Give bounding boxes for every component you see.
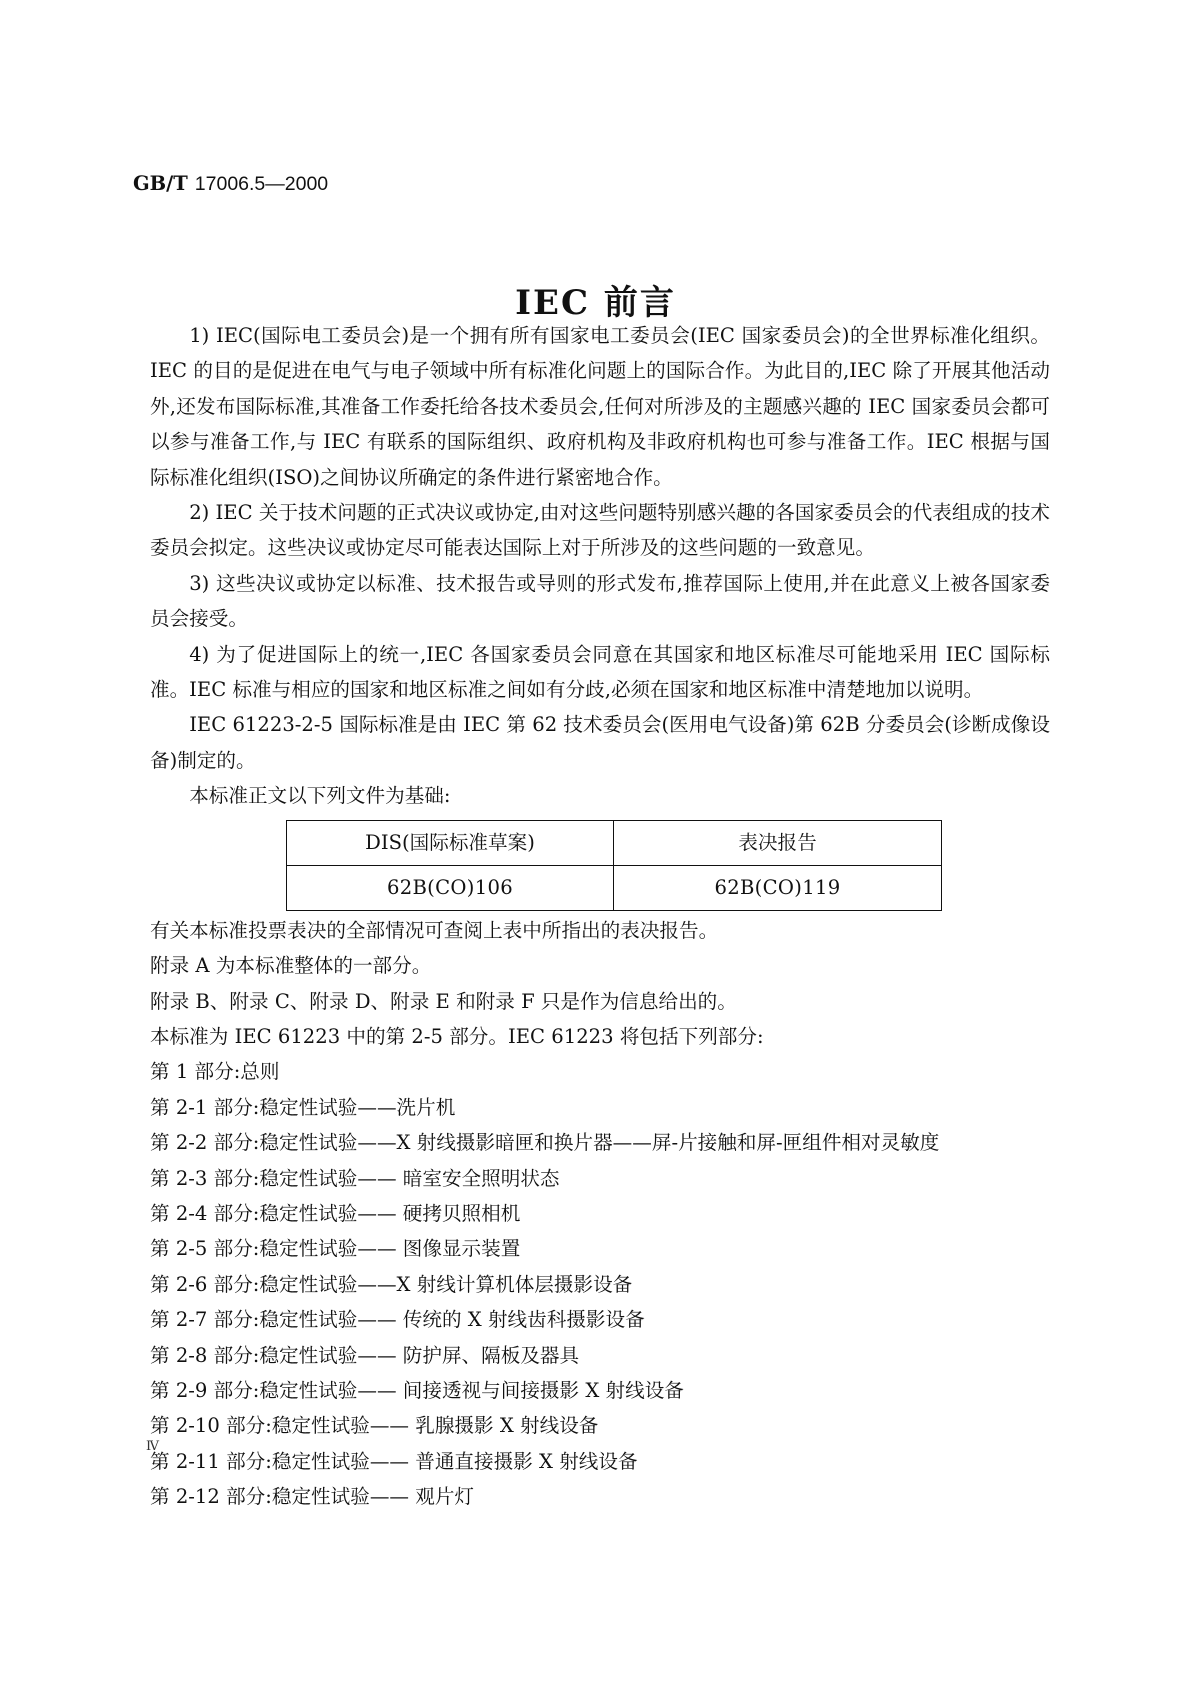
list-item: 第 2-9 部分:稳定性试验—— 间接透视与间接摄影 X 射线设备 bbox=[150, 1378, 684, 1402]
basis-table-container bbox=[150, 820, 1050, 911]
list-item: 第 2-6 部分:稳定性试验——X 射线计算机体层摄影设备 bbox=[150, 1272, 633, 1296]
list-item: 第 2-11 部分:稳定性试验—— 普通直接摄影 X 射线设备 bbox=[150, 1449, 638, 1473]
table-cell-vote-report-value: 62B(CO)119 bbox=[614, 865, 942, 910]
table-header-dis: DIS(国际标准草案) bbox=[287, 820, 614, 865]
paragraph-4: 4) 为了促进国际上的统一,IEC 各国家委员会同意在其国家和地区标准尽可能地采用 IEC 国际标准。IEC 标准与相应的国家和地区标准之间如有分歧,必须在国家和地区标准中清楚地加以说明。 bbox=[150, 642, 1050, 702]
standard-prefix: GB/T bbox=[133, 172, 188, 195]
paragraph-3: 3) 这些决议或协定以标准、技术报告或导则的形式发布,推荐国际上使用,并在此意义上被各国家委员会接受。 bbox=[150, 571, 1050, 631]
list-item: 第 2-7 部分:稳定性试验—— 传统的 X 射线齿科摄影设备 bbox=[150, 1308, 645, 1332]
table-row bbox=[287, 865, 942, 910]
table-header-vote-report: 表决报告 bbox=[614, 820, 942, 865]
list-item: 第 2-1 部分:稳定性试验——洗片机 bbox=[150, 1095, 456, 1119]
basis-table bbox=[286, 820, 942, 911]
list-item: 第 2-8 部分:稳定性试验—— 防护屏、隔板及器具 bbox=[150, 1343, 580, 1367]
table-cell-dis-value: 62B(CO)106 bbox=[287, 865, 614, 910]
parts-list bbox=[150, 1054, 1050, 1514]
list-item: 第 2-4 部分:稳定性试验—— 硬拷贝照相机 bbox=[150, 1201, 521, 1225]
document-body bbox=[150, 318, 1050, 1515]
list-item: 第 2-5 部分:稳定性试验—— 图像显示装置 bbox=[150, 1237, 521, 1261]
paragraph-iec-origin: IEC 61223-2-5 国际标准是由 IEC 第 62 技术委员会(医用电气设备)第 62B 分委员会(诊断成像设备)制定的。 bbox=[150, 713, 1050, 772]
page-number: Ⅳ bbox=[146, 1439, 159, 1454]
list-item: 第 2-12 部分:稳定性试验—— 观片灯 bbox=[150, 1485, 475, 1509]
paragraph-annex-a: 附录 A 为本标准整体的一部分。 bbox=[150, 954, 432, 978]
page-title: IEC 前言 bbox=[515, 282, 676, 323]
paragraph-2: 2) IEC 关于技术问题的正式决议或协定,由对这些问题特别感兴趣的各国家委员会的代表组成的技术委员会拟定。这些决议或协定尽可能表达国际上对于所涉及的这些问题的一致意见。 bbox=[150, 501, 1050, 560]
list-item: 第 1 部分:总则 bbox=[150, 1060, 280, 1084]
paragraph-parts-intro: 本标准为 IEC 61223 中的第 2-5 部分。IEC 61223 将包括下列部分: bbox=[150, 1024, 764, 1048]
paragraph-vote-reference: 有关本标准投票表决的全部情况可查阅上表中所指出的表决报告。 bbox=[150, 918, 719, 942]
standard-number: 17006.5—2000 bbox=[194, 173, 329, 195]
paragraph-annex-bcdef: 附录 B、附录 C、附录 D、附录 E 和附录 F 只是作为信息给出的。 bbox=[150, 989, 737, 1013]
table-row-header bbox=[287, 820, 942, 865]
paragraph-1: 1) IEC(国际电工委员会)是一个拥有所有国家电工委员会(IEC 国家委员会)的全世界标准化组织。IEC 的目的是促进在电气与电子领域中所有标准化问题上的国际合作。为此目的,IEC 除了开展其他活动外,还发布国际标准,其准备工作委托给各技术委员会,任何对所涉及的主题感兴趣的 IEC 国家委员会都可以参与准备工作,与 IEC 有联系的国际组织、政府机构及非政府机构也可参与准备工作。IEC 根据与国际标准化组织(ISO)之间协议所确定的条件进行紧密地合作。 bbox=[150, 324, 1050, 489]
list-item: 第 2-10 部分:稳定性试验—— 乳腺摄影 X 射线设备 bbox=[150, 1414, 599, 1438]
paragraph-basis-intro: 本标准正文以下列文件为基础: bbox=[189, 784, 451, 808]
running-header bbox=[133, 172, 328, 196]
list-item: 第 2-2 部分:稳定性试验——X 射线摄影暗匣和换片器——屏-片接触和屏-匣组件相对灵敏度 bbox=[150, 1131, 940, 1155]
list-item: 第 2-3 部分:稳定性试验—— 暗室安全照明状态 bbox=[150, 1166, 560, 1190]
